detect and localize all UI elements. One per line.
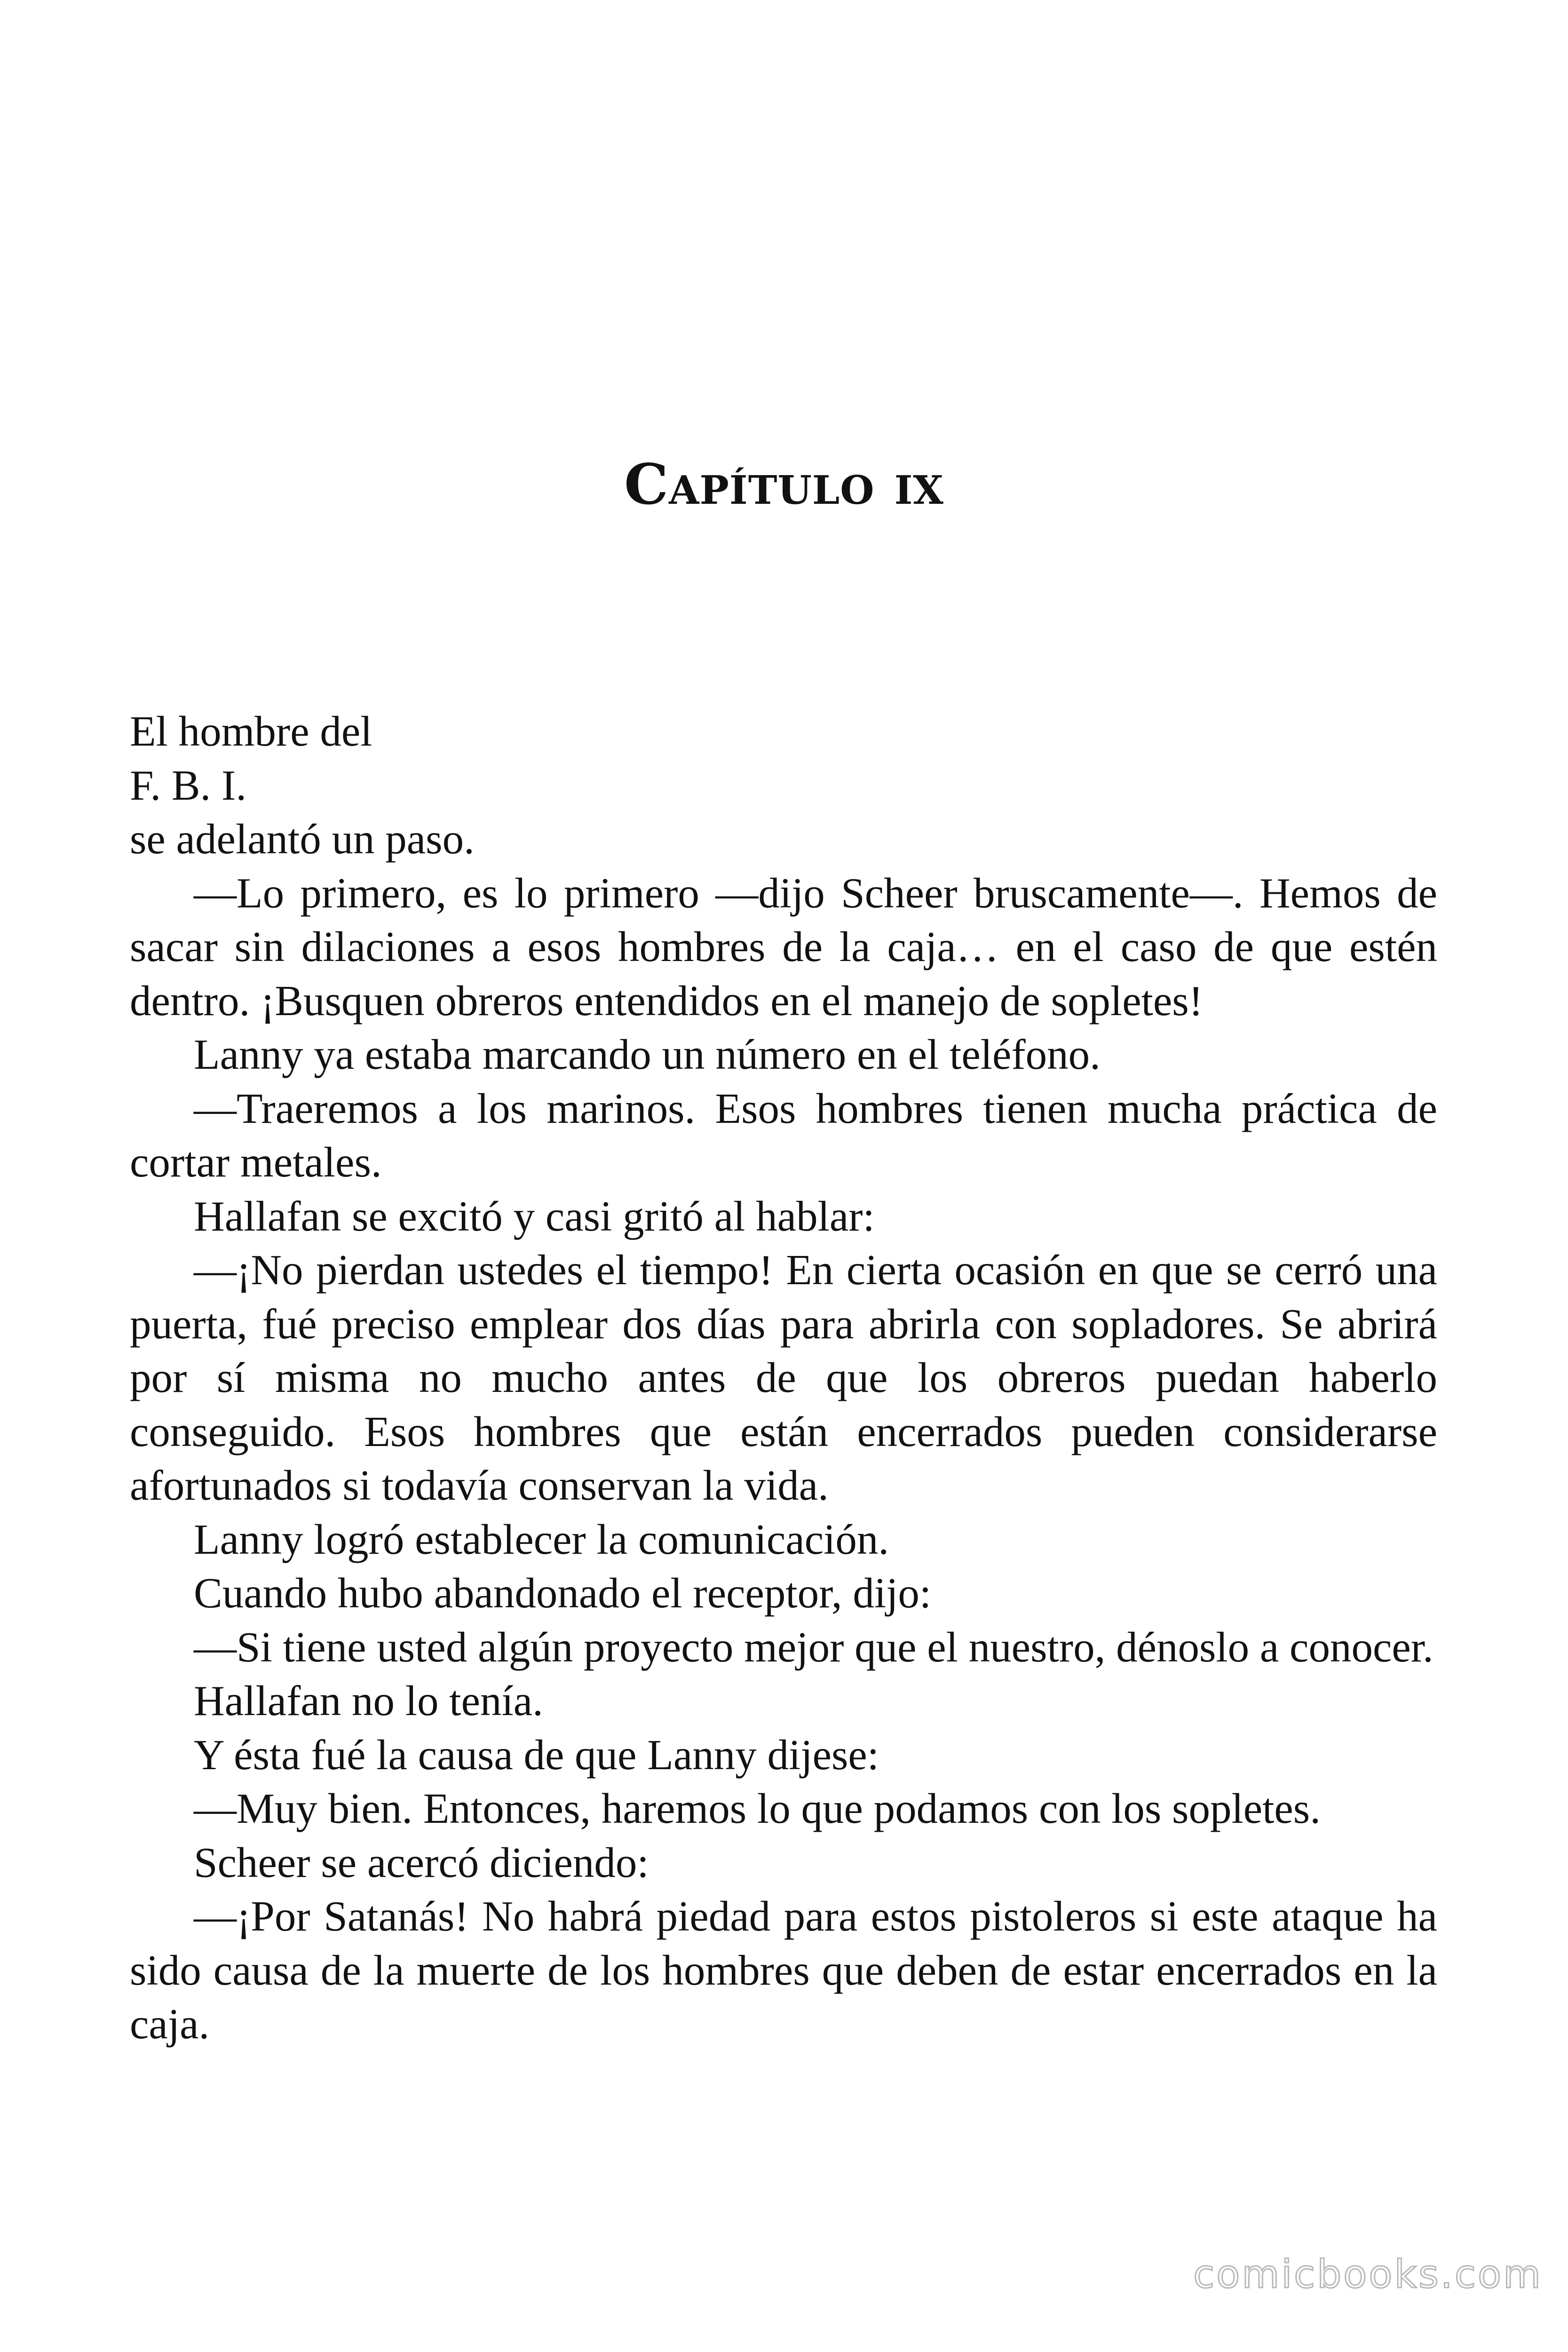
paragraph: —Traeremos a los marinos. Esos hombres tienen mucha práctica de cortar metales. <box>130 1084 1437 1186</box>
paragraph: —¡Por Satanás! No habrá piedad para estos pistoleros si este ataque ha sido causa de la muerte de los hombres que deben de estar encerrados en la caja. <box>130 1892 1437 2048</box>
paragraph: Y ésta fué la causa de que Lanny dijese: <box>194 1731 879 1779</box>
paragraph: —Si tiene usted algún proyecto mejor que el nuestro, dénoslo a conocer. <box>194 1623 1433 1671</box>
paragraph: Cuando hubo abandonado el receptor, dijo: <box>194 1569 932 1617</box>
paragraph: Hallafan no lo tenía. <box>194 1677 543 1724</box>
paragraph: se adelantó un paso. <box>130 815 475 863</box>
paragraph: Lanny logró establecer la comunicación. <box>194 1515 889 1563</box>
paragraph: —¡No pierdan ustedes el tiempo! En cierta ocasión en que se cerró una puerta, fué preciso emplear dos días para abrirla con sopladores. Se abrirá por sí misma no mucho antes de que los obreros puedan haberlo conseguido. Esos hombres que están encerrados pueden considerarse afortunados si todavía conservan la vida. <box>130 1246 1437 1509</box>
paragraph: El hombre del <box>130 707 372 755</box>
paragraph: Hallafan se excitó y casi gritó al hablar: <box>194 1192 875 1240</box>
paragraph: —Muy bien. Entonces, haremos lo que podamos con los sopletes. <box>194 1785 1321 1832</box>
chapter-title: Capítulo ix <box>624 452 944 517</box>
paragraph: Lanny ya estaba marcando un número en el teléfono. <box>194 1031 1101 1078</box>
paragraph: —Lo primero, es lo primero —dijo Scheer bruscamente—. Hemos de sacar sin dilaciones a esos hombres de la caja… en el caso de que estén dentro. ¡Busquen obreros entendidos en el manejo de sopletes! <box>130 869 1437 1025</box>
watermark-logo: comicbooks.com <box>1193 2252 1543 2297</box>
body-text <box>130 705 1437 2051</box>
paragraph: Scheer se acercó diciendo: <box>194 1838 649 1886</box>
paragraph: F. B. I. <box>130 761 247 809</box>
